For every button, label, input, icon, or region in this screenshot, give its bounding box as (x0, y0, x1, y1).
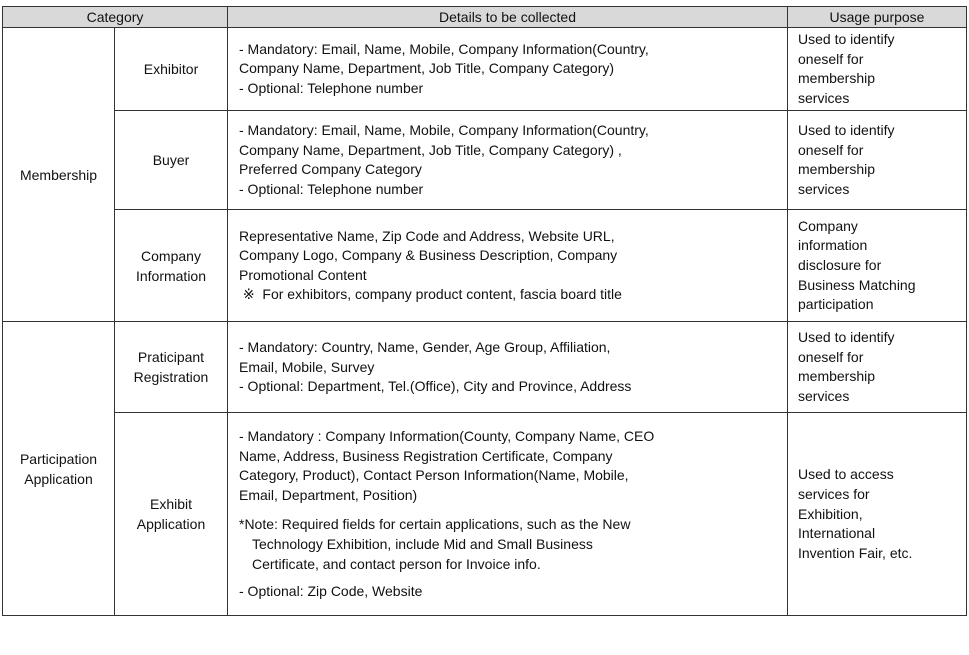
category-membership-label: Membership (19, 166, 98, 183)
usage-line: oneself for (798, 50, 864, 67)
subcategory-exhibitor (115, 28, 228, 111)
usage-line: membership (798, 70, 876, 87)
privacy-info-table (2, 6, 967, 616)
table-row-exhibitor (3, 28, 967, 111)
subcategory-label: Registration (133, 369, 209, 386)
details-exhibitor (228, 28, 788, 111)
subcategory-buyer (115, 111, 228, 210)
details-line: Category, Product), Contact Person Information(Name, Mobile, (239, 467, 629, 484)
usage-company-information (788, 210, 967, 322)
required-fields-note (239, 505, 781, 582)
details-line: Company Logo, Company & Business Description, Company (239, 247, 618, 264)
details-optional-line: - Optional: Zip Code, Website (239, 583, 423, 600)
subcategory-buyer-label: Buyer (152, 152, 190, 169)
details-participant-registration (228, 322, 788, 413)
details-line: Company Name, Department, Job Title, Company Category) (239, 60, 615, 77)
category-label: Participation (19, 450, 98, 467)
usage-line: services (798, 180, 850, 197)
usage-line: membership (798, 368, 876, 385)
details-company-information (228, 210, 788, 322)
category-participation-application (3, 322, 115, 616)
usage-line: information (798, 237, 868, 254)
details-exhibit-application (228, 413, 788, 616)
table-row-participant-registration (3, 322, 967, 413)
note-line: *Note: Required fields for certain applications, such as the New (239, 516, 631, 533)
usage-participant-registration (788, 322, 967, 413)
usage-line: Used to identify (798, 329, 895, 346)
usage-exhibit-application (788, 413, 967, 616)
subcategory-label: Information (135, 267, 207, 284)
details-line: - Mandatory : Company Information(County, Company Name, CEO (239, 428, 655, 444)
header-category: Category (3, 7, 228, 28)
details-line: - Optional: Telephone number (239, 180, 424, 197)
subcategory-participant-registration (115, 322, 228, 413)
details-buyer (228, 111, 788, 210)
details-line: - Optional: Department, Tel.(Office), City and Province, Address (239, 378, 632, 395)
details-line: Email, Department, Position) (239, 486, 418, 503)
subcategory-label: Application (136, 516, 206, 533)
usage-line: services (798, 89, 850, 106)
details-line: - Optional: Telephone number (239, 79, 424, 96)
details-line: - Mandatory: Email, Name, Mobile, Company Information(Country, (239, 122, 649, 139)
details-line: Company Name, Department, Job Title, Company Category) , (239, 141, 622, 158)
subcategory-label: Company (141, 247, 201, 264)
details-line: Preferred Company Category (239, 161, 422, 178)
table-row-company-information (3, 210, 967, 322)
usage-buyer (788, 111, 967, 210)
subcategory-label: Praticipant (137, 349, 205, 366)
table-row-exhibit-application (3, 413, 967, 616)
details-line: - Mandatory: Email, Name, Mobile, Company Information(Country, (239, 40, 649, 57)
subcategory-exhibitor-label: Exhibitor (143, 61, 199, 78)
usage-line: Used to identify (798, 122, 895, 139)
usage-line: Exhibition, (798, 505, 863, 522)
details-note-line: ※ For exhibitors, company product content, fascia board title (239, 286, 622, 303)
usage-line: services (798, 387, 850, 404)
usage-line: services for (798, 485, 870, 502)
note-line: Technology Exhibition, include Mid and Small Business (252, 535, 593, 552)
details-line: Representative Name, Zip Code and Address, Website URL, (239, 227, 615, 244)
usage-line: participation (798, 296, 874, 313)
usage-line: Used to access (798, 466, 894, 483)
header-usage: Usage purpose (788, 7, 967, 28)
category-membership (3, 28, 115, 322)
usage-exhibitor (788, 28, 967, 111)
subcategory-exhibit-application (115, 413, 228, 616)
usage-line: Company (798, 217, 858, 234)
usage-line: membership (798, 161, 876, 178)
category-label: Application (24, 470, 93, 487)
usage-line: Used to identify (798, 31, 895, 47)
header-details: Details to be collected (228, 7, 788, 28)
table-row-buyer (3, 111, 967, 210)
usage-line: International (798, 525, 876, 542)
usage-line: Invention Fair, etc. (798, 544, 913, 561)
details-line: Promotional Content (239, 266, 367, 283)
usage-line: oneself for (798, 141, 864, 158)
details-line: Name, Address, Business Registration Certificate, Company (239, 447, 613, 464)
subcategory-company-information (115, 210, 228, 322)
usage-line: oneself for (798, 348, 864, 365)
subcategory-label: Exhibit (149, 496, 193, 513)
usage-line: disclosure for (798, 257, 882, 274)
details-line: Email, Mobile, Survey (239, 358, 375, 375)
header-row (3, 7, 967, 28)
details-line: - Mandatory: Country, Name, Gender, Age Group, Affiliation, (239, 338, 611, 355)
usage-line: Business Matching (798, 276, 916, 293)
note-line: Certificate, and contact person for Invoice info. (252, 555, 541, 572)
